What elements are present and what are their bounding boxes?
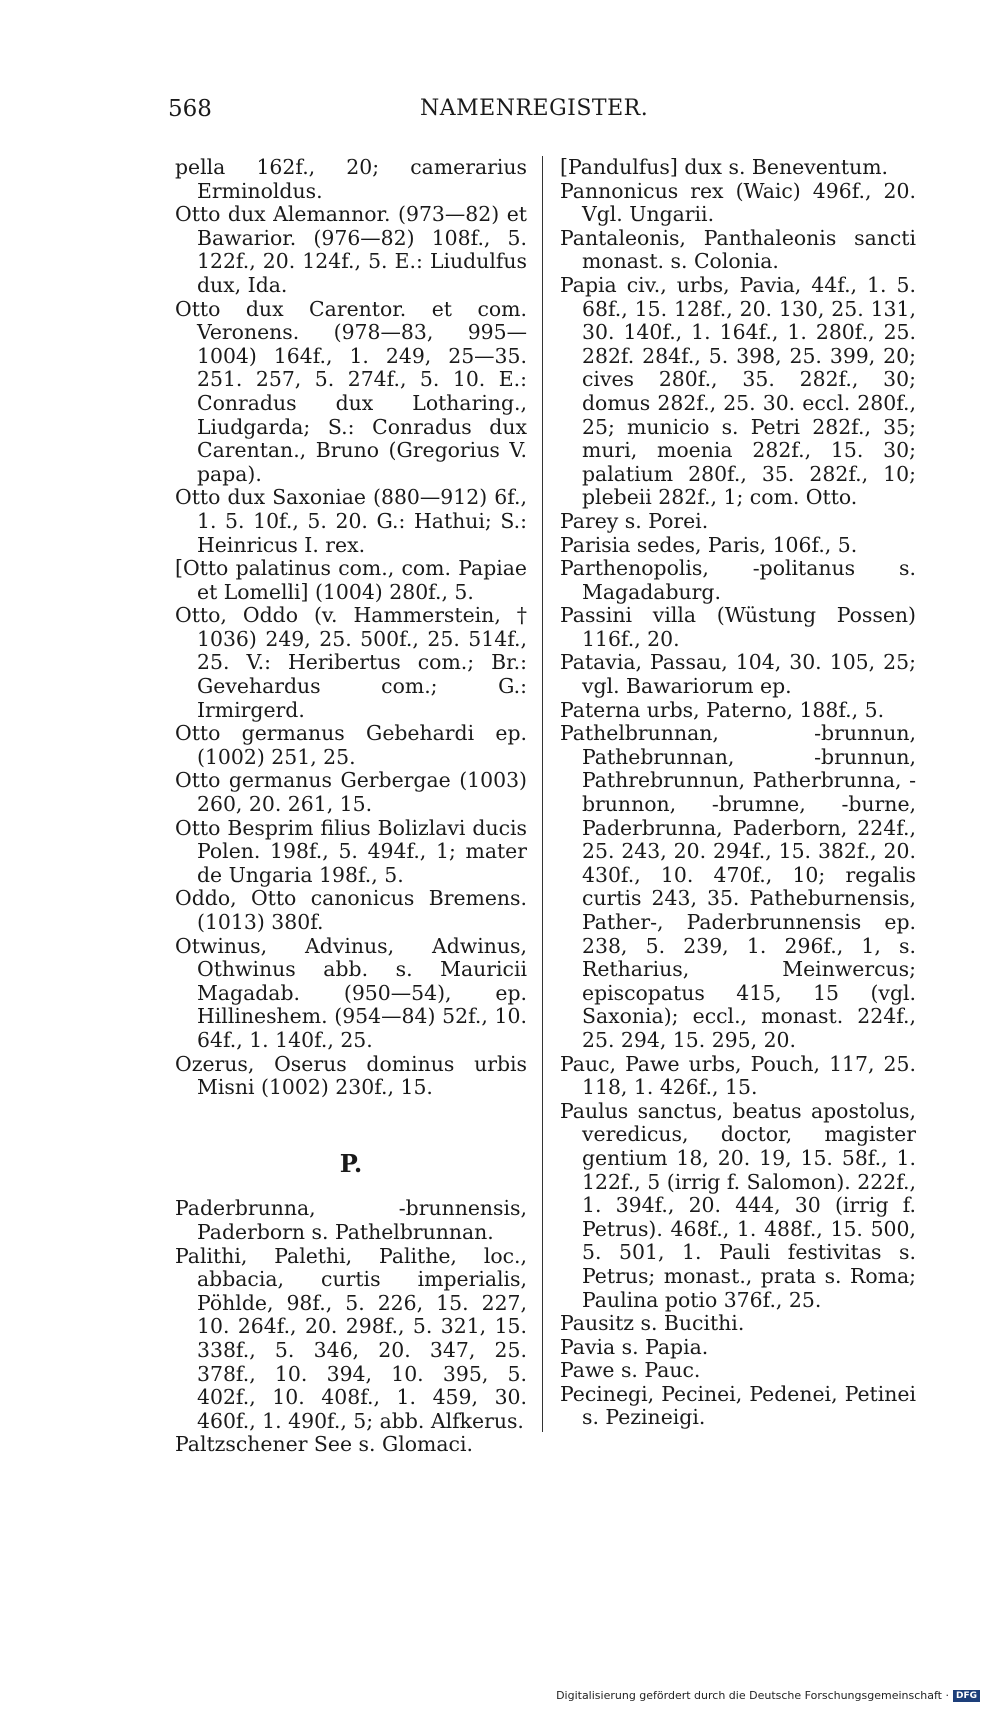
index-entry: Paderbrunna, -brunnensis, Paderborn s. Pathelbrunnan. (175, 1196, 527, 1244)
index-entry: Palithi, Palethi, Palithe, loc., abbacia, curtis imperialis, Pöhlde, 98f., 5. 226, 15. 227, 10. 264f., 20. 298f., 5. 321, 15. 338f., 5. 346, 20. 347, 25. 378f., 10. 394, 10. 395, 5. 402f., 10. 408f., 1. 459, 30. 460f., 1. 490f., 5; abb. Alfkerus. (175, 1243, 527, 1433)
index-entry: Parisia sedes, Paris, 106f., 5. (560, 532, 858, 557)
index-entry: Pannonicus rex (Waic) 496f., 20. Vgl. Ungarii. (560, 178, 916, 227)
digitization-footer (556, 1689, 980, 1702)
index-entry: Papia civ., urbs, Pavia, 44f., 1. 5. 68f., 15. 128f., 20. 130, 25. 131, 30. 140f., 1. 164f., 1. 280f., 25. 282f. 284f., 5. 398, 25. 399, 20; cives 280f., 35. 282f., 30; domus 282f., 25. 30. eccl. 280f., 25; municio s. Petri 282f., 35; muri, moenia 282f., 15. 30; palatium 280f., 35. 282f., 10; plebeii 282f., 1; com. Otto. (560, 272, 916, 510)
index-entry: Ozerus, Oserus dominus urbis Misni (1002) 230f., 15. (175, 1051, 527, 1100)
column-divider (542, 156, 543, 1432)
index-entry: Parthenopolis, -politanus s. Magadaburg. (560, 556, 916, 604)
index-entry: Pantaleonis, Panthaleonis sancti monast. s. Colonia. (560, 225, 916, 274)
index-entry: Paltzschener See s. Glomaci. (175, 1432, 473, 1457)
index-entry: Otto, Oddo (v. Hammerstein, † 1036) 249, 25. 500f., 25. 514f., 25. V.: Heribertus com.; Br.: Gevehardus com.; G.: Irmirgerd. (175, 603, 527, 722)
index-entry: Otto germanus Gerbergae (1003) 260, 20. 261, 15. (175, 768, 527, 817)
index-entry: Pausitz s. Bucithi. (560, 1311, 745, 1336)
index-entry: Otwinus, Advinus, Adwinus, Othwinus abb. s. Mauricii Magadab. (950—54), ep. Hillineshem. (954—84) 52f., 10. 64f., 1. 140f., 25. (175, 933, 527, 1052)
index-entry: Pathelbrunnan, -brunnun, Pathebrunnan, -brunnun, Pathrebrunnun, Patherbrunna, -brunnon, -brumne, -burne, Paderbrunna, Paderborn, 224f., 25. 243, 20. 294f., 15. 382f., 20. 430f., 10. 470f., 10; regalis curtis 243, 35. Patheburnensis, Pather-, Paderbrunnensis ep. 238, 5. 239, 1. 296f., 1, s. Retharius, Meinwercus; episcopatus 415, 15 (vgl. Saxonia); eccl., monast. 224f., 25. 294, 15. 295, 20. (560, 721, 916, 1052)
index-entry: Otto dux Saxoniae (880—912) 6f., 1. 5. 10f., 5. 20. G.: Hathui; S.: Heinricus I. rex. (175, 485, 527, 557)
index-entry: Pawe s. Pauc. (560, 1358, 701, 1383)
index-entry: Otto dux Carentor. et com. Veronens. (978—83, 995—1004) 164f., 1. 249, 25—35. 251. 257, 5. 274f., 5. 10. E.: Conradus dux Lotharing., Liudgarda; S.: Conradus dux Carentan., Bruno (Gregorius V. papa). (175, 296, 527, 486)
dfg-logo: DFG (953, 1690, 980, 1702)
running-title: NAMENREGISTER. (420, 96, 649, 121)
index-entry: Otto germanus Gebehardi ep. (1002) 251, 25. (175, 721, 527, 769)
index-entry: Parey s. Porei. (560, 508, 709, 533)
right-column (560, 156, 916, 1430)
index-entry: [Pandulfus] dux s. Beneventum. (560, 155, 889, 179)
page-header (0, 96, 1000, 126)
left-column (175, 156, 527, 1457)
index-entry: Patavia, Passau, 104, 30. 105, 25; vgl. Bawariorum ep. (560, 650, 916, 699)
index-entry: Pecinegi, Pecinei, Pedenei, Petinei s. Pezineigi. (560, 1381, 916, 1430)
index-entry: [Otto palatinus com., com. Papiae et Lomelli] (1004) 280f., 5. (175, 556, 527, 604)
index-entry: Paterna urbs, Paterno, 188f., 5. (560, 697, 885, 722)
page-number: 568 (168, 96, 212, 122)
index-entry: Otto dux Alemannor. (973—82) et Bawarior. (976—82) 108f., 5. 122f., 20. 124f., 5. E.: Liudulfus dux, Ida. (175, 202, 527, 297)
index-entry: Oddo, Otto canonicus Bremens. (1013) 380f. (175, 886, 527, 934)
index-entry: Paulus sanctus, beatus apostolus, veredicus, doctor, magister gentium 18, 20. 19, 15. 58f., 1. 122f., 5 (irrig f. Salomon). 222f., 1. 394f., 20. 444, 30 (irrig f. Petrus). 468f., 1. 488f., 15. 500, 5. 501, 1. Pauli festivitas s. Petrus; monast., prata s. Roma; Paulina potio 376f., 25. (560, 1098, 916, 1312)
section-letter-heading: P. (339, 1148, 363, 1178)
footer-credit: Digitalisierung gefördert durch die Deutsche Forschungsgemeinschaft · (556, 1689, 949, 1702)
index-entry: Pavia s. Papia. (560, 1334, 709, 1359)
index-entry: Pauc, Pawe urbs, Pouch, 117, 25. 118, 1. 426f., 15. (560, 1051, 916, 1100)
index-entry: Otto Besprim filius Bolizlavi ducis Polen. 198f., 5. 494f., 1; mater de Ungaria 198f., 5. (175, 815, 527, 887)
index-entry: Passini villa (Wüstung Possen) 116f., 20. (560, 603, 916, 651)
index-entry: pella 162f., 20; camerarius Erminoldus. (175, 155, 527, 203)
